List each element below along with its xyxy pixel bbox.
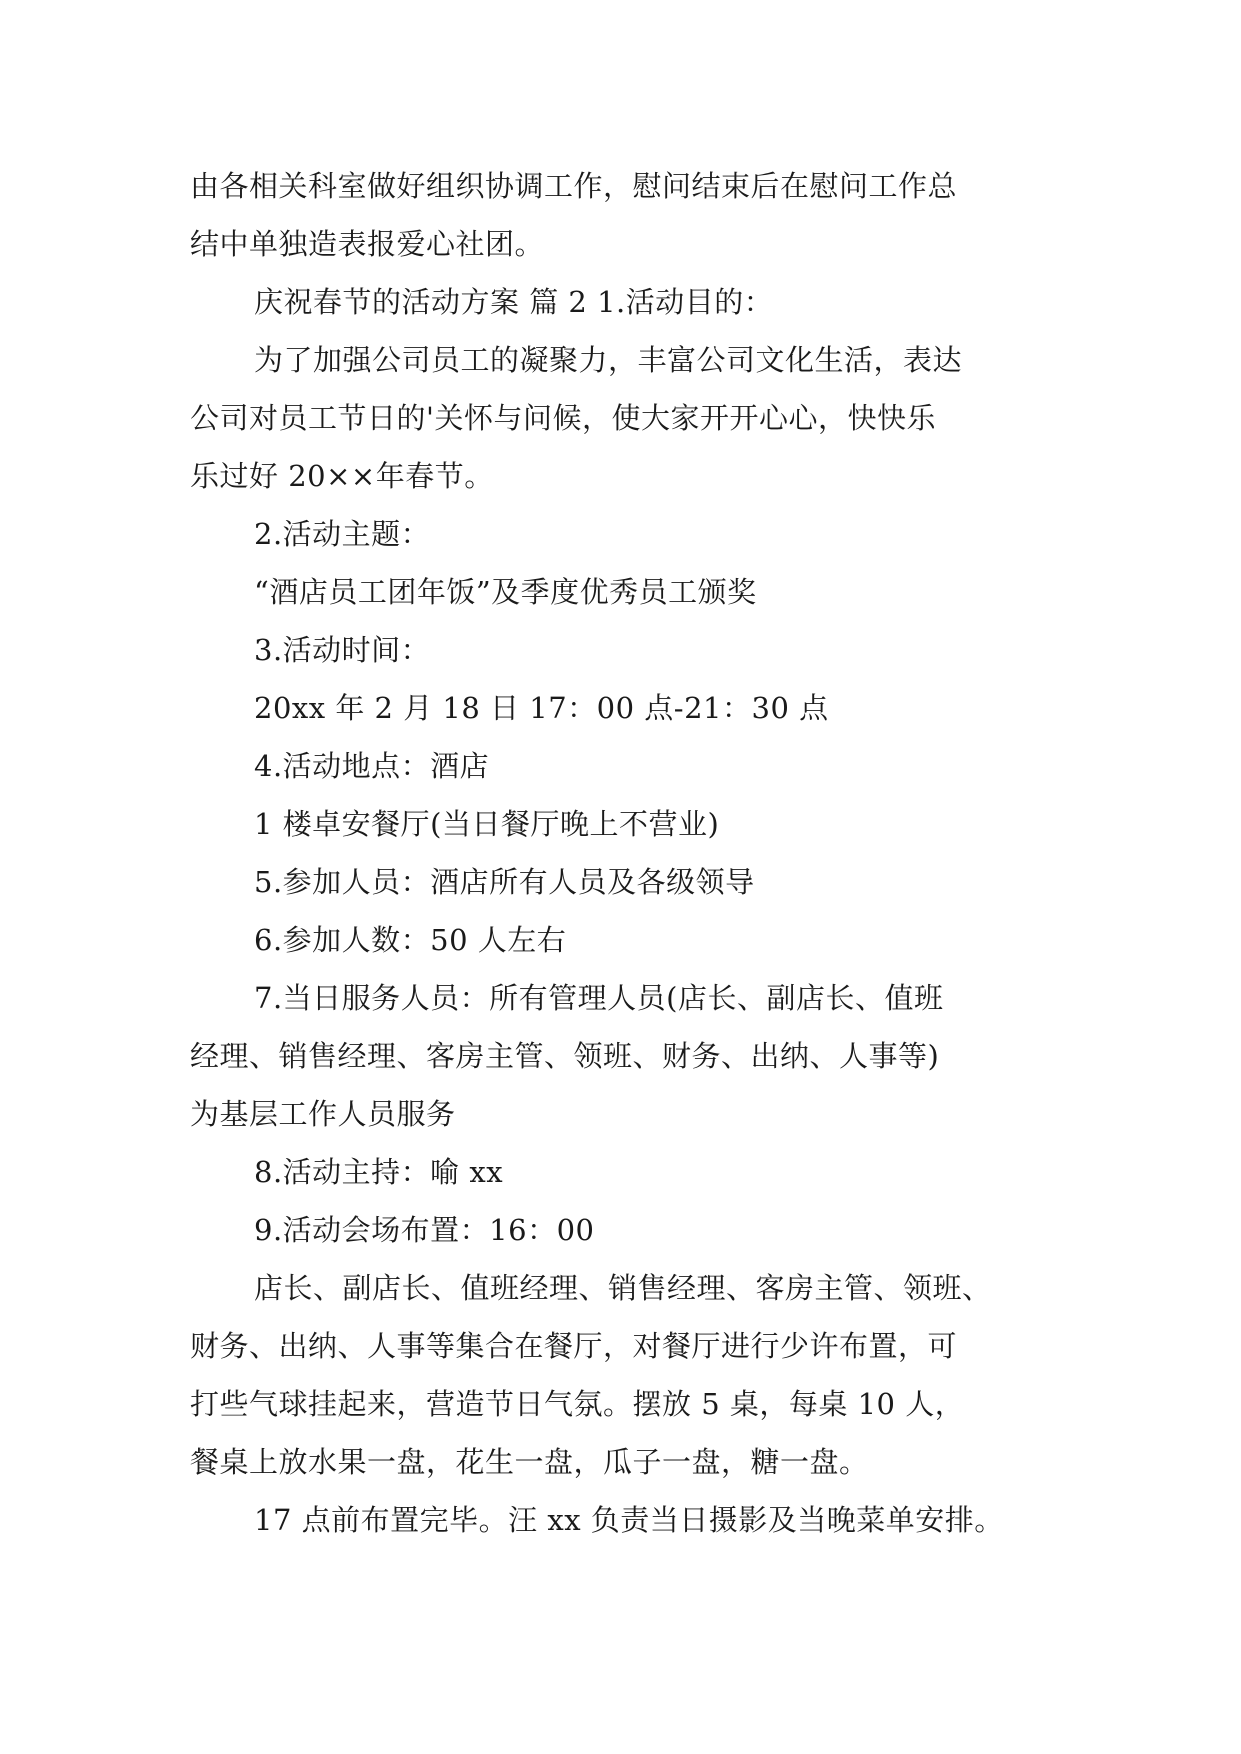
text-line: “酒店员工团年饭”及季度优秀员工颁奖 <box>254 575 757 609</box>
text-line: 经理、销售经理、客房主管、领班、财务、出纳、人事等) <box>190 1039 940 1073</box>
text-line: 乐过好 20××年春节。 <box>190 459 494 493</box>
text-line: 餐桌上放水果一盘，花生一盘，瓜子一盘，糖一盘。 <box>190 1445 869 1479</box>
section-heading: 庆祝春节的活动方案 篇 2 1.活动目的： <box>254 285 774 319</box>
text-line: 为了加强公司员工的凝聚力，丰富公司文化生活，表达 <box>254 343 963 377</box>
text-line: 5.参加人员：酒店所有人员及各级领导 <box>254 865 755 899</box>
text-line: 9.活动会场布置：16：00 <box>254 1213 595 1247</box>
text-line: 8.活动主持：喻 xx <box>254 1155 504 1189</box>
text-line: 为基层工作人员服务 <box>190 1097 456 1131</box>
text-line: 1 楼卓安餐厅(当日餐厅晚上不营业) <box>254 807 720 841</box>
text-line: 店长、副店长、值班经理、销售经理、客房主管、领班、 <box>254 1271 992 1305</box>
text-line: 财务、出纳、人事等集合在餐厅，对餐厅进行少许布置，可 <box>190 1329 958 1363</box>
text-line: 4.活动地点：酒店 <box>254 749 490 783</box>
text-line: 打些气球挂起来，营造节日气氛。摆放 5 桌，每桌 10 人， <box>190 1387 965 1421</box>
text-line: 7.当日服务人员：所有管理人员(店长、副店长、值班 <box>254 981 944 1015</box>
text-line: 20xx 年 2 月 18 日 17：00 点-21：30 点 <box>254 691 829 725</box>
text-line: 2.活动主题： <box>254 517 431 551</box>
text-line: 结中单独造表报爱心社团。 <box>190 227 545 261</box>
text-line: 6.参加人数：50 人左右 <box>254 923 567 957</box>
text-line: 17 点前布置完毕。汪 xx 负责当日摄影及当晚菜单安排。 <box>254 1503 1004 1537</box>
text-line: 公司对员工节日的'关怀与问候，使大家开开心心，快快乐 <box>190 401 936 435</box>
text-line: 由各相关科室做好组织协调工作，慰问结束后在慰问工作总 <box>190 169 958 203</box>
text-line: 3.活动时间： <box>254 633 431 667</box>
